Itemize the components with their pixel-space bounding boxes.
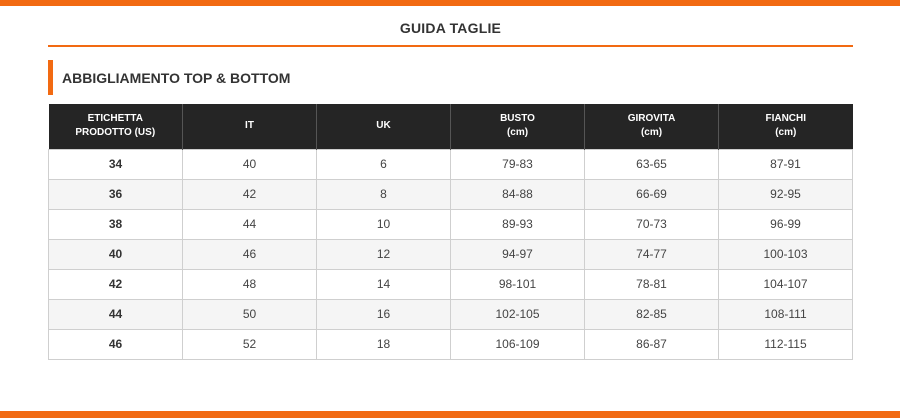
table-row	[49, 299, 853, 329]
header-text: IT	[245, 120, 254, 132]
header-subtext: (cm)	[506, 127, 529, 139]
table-cell: 66-69	[585, 179, 719, 209]
table-cell: 50	[183, 299, 317, 329]
table-cell: 63-65	[585, 149, 719, 179]
title-divider	[48, 45, 853, 47]
table-row	[49, 179, 853, 209]
size-chart-table	[48, 104, 853, 360]
table-cell: 106-109	[451, 329, 585, 359]
size-label-cell: 34	[49, 149, 183, 179]
col-header-waist	[585, 104, 719, 149]
size-label-cell: 36	[49, 179, 183, 209]
table-cell: 42	[183, 179, 317, 209]
col-header-uk	[317, 104, 451, 149]
table-cell: 40	[183, 149, 317, 179]
header-text: UK	[376, 120, 391, 132]
page-title: GUIDA TAGLIE	[399, 20, 502, 36]
section-title: ABBIGLIAMENTO TOP & BOTTOM	[62, 70, 291, 86]
table-cell: 78-81	[585, 269, 719, 299]
table-header-row	[49, 104, 853, 149]
table-cell: 10	[317, 209, 451, 239]
table-cell: 18	[317, 329, 451, 359]
table-cell: 16	[317, 299, 451, 329]
table-row	[49, 149, 853, 179]
section-accent-bar	[48, 60, 53, 95]
size-label-cell: 38	[49, 209, 183, 239]
header-text: BUSTO	[500, 113, 535, 125]
table-body	[49, 149, 853, 359]
table-row	[49, 239, 853, 269]
table-cell: 96-99	[719, 209, 853, 239]
table-cell: 82-85	[585, 299, 719, 329]
table-cell: 89-93	[451, 209, 585, 239]
table-row	[49, 209, 853, 239]
size-label-cell: 40	[49, 239, 183, 269]
table-cell: 108-111	[719, 299, 853, 329]
header-text: GIROVITA	[627, 113, 676, 125]
table-cell: 44	[183, 209, 317, 239]
table-cell: 86-87	[585, 329, 719, 359]
table-cell: 84-88	[451, 179, 585, 209]
col-header-hips	[719, 104, 853, 149]
table-cell: 100-103	[719, 239, 853, 269]
table-cell: 102-105	[451, 299, 585, 329]
table-row	[49, 329, 853, 359]
header-text: FIANCHI	[765, 113, 807, 125]
col-header-label	[49, 104, 183, 149]
table-cell: 52	[183, 329, 317, 359]
bottom-accent-bar	[0, 411, 900, 418]
table-cell: 79-83	[451, 149, 585, 179]
header-text: ETICHETTA	[87, 113, 143, 125]
header-subtext: PRODOTTO (US)	[75, 127, 156, 139]
table-cell: 6	[317, 149, 451, 179]
table-cell: 74-77	[585, 239, 719, 269]
table-cell: 104-107	[719, 269, 853, 299]
col-header-it	[183, 104, 317, 149]
table-cell: 70-73	[585, 209, 719, 239]
col-header-bust	[451, 104, 585, 149]
table-cell: 14	[317, 269, 451, 299]
table-cell: 8	[317, 179, 451, 209]
table-cell: 98-101	[451, 269, 585, 299]
top-accent-bar	[0, 0, 900, 6]
table-cell: 94-97	[451, 239, 585, 269]
table-cell: 46	[183, 239, 317, 269]
table-row	[49, 269, 853, 299]
header-subtext: (cm)	[640, 127, 663, 139]
size-label-cell: 42	[49, 269, 183, 299]
table-cell: 92-95	[719, 179, 853, 209]
table-cell: 48	[183, 269, 317, 299]
table-cell: 112-115	[719, 329, 853, 359]
table-cell: 87-91	[719, 149, 853, 179]
size-label-cell: 44	[49, 299, 183, 329]
table-cell: 12	[317, 239, 451, 269]
header-subtext: (cm)	[775, 127, 797, 139]
size-label-cell: 46	[49, 329, 183, 359]
